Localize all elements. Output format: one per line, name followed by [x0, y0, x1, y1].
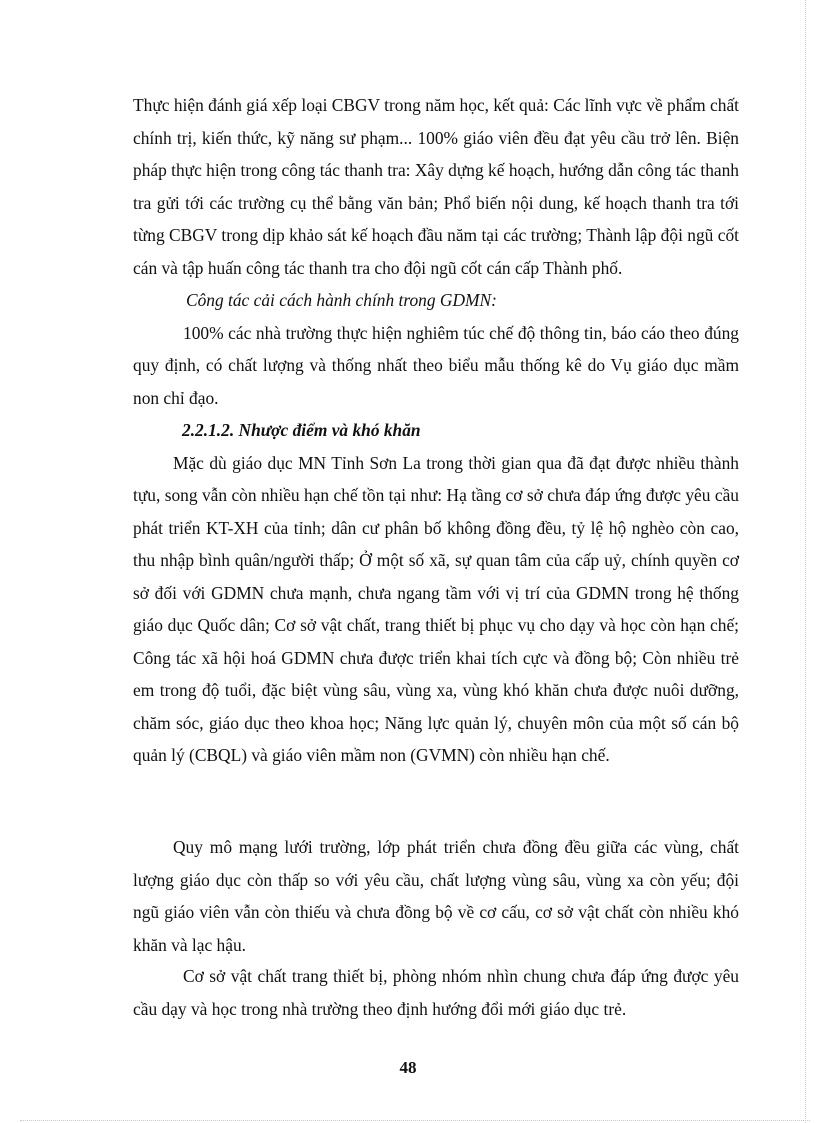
- paragraph-network-scale: Quy mô mạng lưới trường, lớp phát triển chưa đồng đều giữa các vùng, chất lượng giáo dục còn thấp so với yêu cầu, chất lượng vùng sâu, vùng xa còn yếu; đội ngũ giáo viên vẫn còn thiếu và chưa đồng bộ về cơ cấu, cơ sở vật chất còn nhiều khó khăn và lạc hậu.: [133, 837, 739, 955]
- paragraph-facilities: Cơ sở vật chất trang thiết bị, phòng nhóm nhìn chung chưa đáp ứng được yêu cầu dạy và học trong nhà trường theo định hướng đổi mới giáo dục trẻ.: [133, 966, 739, 1019]
- page-edge-bottom: [20, 1120, 810, 1121]
- body-text-block-top: [133, 89, 739, 772]
- body-text-block-final: [133, 960, 739, 1025]
- page-number: 48: [399, 1058, 417, 1077]
- subheading-admin-reform: Công tác cải cách hành chính trong GDMN:: [186, 290, 497, 310]
- paragraph-reporting: 100% các nhà trường thực hiện nghiêm túc chế độ thông tin, báo cáo theo đúng quy định, có chất lượng và thống nhất theo biểu mẫu thống kê do Vụ giáo dục mầm non chỉ đạo.: [133, 322, 739, 408]
- page-edge-right: [805, 0, 806, 1123]
- section-heading: 2.2.1.2. Nhược điểm và khó khăn: [182, 420, 421, 440]
- paragraph-limitations: Mặc dù giáo dục MN Tỉnh Sơn La trong thời gian qua đã đạt được nhiều thành tựu, song vẫn còn nhiều hạn chế tồn tại như: Hạ tầng cơ sở chưa đáp ứng được yêu cầu phát triển KT-XH của tỉnh; dân cư phân bố không đồng đều, tỷ lệ hộ nghèo còn cao, thu nhập bình quân/người thấp; Ở một số xã, sự quan tâm của cấp uỷ, chính quyền cơ sở đối với GDMN chưa mạnh, chưa ngang tầm với vị trí của GDMN trong hệ thống giáo dục Quốc dân; Cơ sở vật chất, trang thiết bị phục vụ cho dạy và học còn hạn chế; Công tác xã hội hoá GDMN chưa được triển khai tích cực và đồng bộ; Còn nhiều trẻ em trong độ tuổi, đặc biệt vùng sâu, vùng xa, vùng khó khăn chưa được nuôi dưỡng, chăm sóc, giáo dục theo khoa học; Năng lực quản lý, chuyên môn của một số cán bộ quản lý (CBQL) và giáo viên mầm non (GVMN) còn nhiều hạn chế.: [133, 452, 739, 765]
- paragraph-inspection-results: Thực hiện đánh giá xếp loại CBGV trong năm học, kết quả: Các lĩnh vực về phẩm chất chính trị, kiến thức, kỹ năng sư phạm... 100% giáo viên đều đạt yêu cầu trở lên. Biện pháp thực hiện trong công tác thanh tra: Xây dựng kế hoạch, hướng dẫn công tác thanh tra gửi tới các trường cụ thể bằng văn bản; Phổ biến nội dung, kế hoạch thanh tra tới từng CBGV trong dịp khảo sát kế hoạch đầu năm tại các trường; Thành lập đội ngũ cốt cán và tập huấn công tác thanh tra cho đội ngũ cốt cán cấp Thành phố.: [133, 95, 739, 278]
- body-text-block-bottom: [133, 831, 739, 961]
